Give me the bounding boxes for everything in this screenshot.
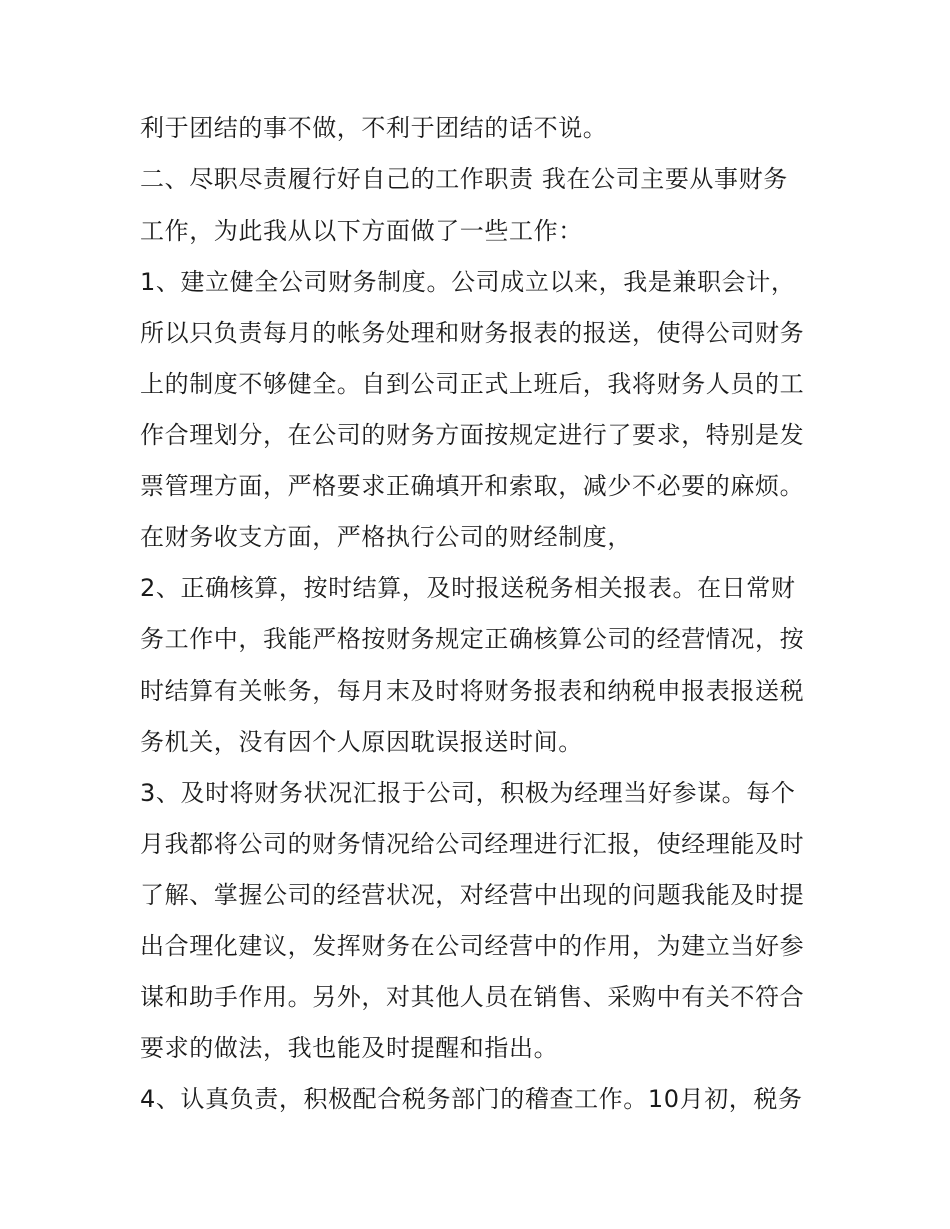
text-line: 在财务收支方面，严格执行公司的财经制度， [140,523,632,551]
text-line: 所以只负责每月的帐务处理和财务报表的报送，使得公司财务 [140,319,805,347]
text-line: 工作，为此我从以下方面做了一些工作： [140,217,583,245]
text-line: 1、建立健全公司财务制度。公司成立以来，我是兼职会计， [140,268,796,296]
text-line: 4、认真负责，积极配合税务部门的稽查工作。10月初，税务 [140,1085,803,1113]
text-line: 2、正确核算，按时结算，及时报送税务相关报表。在日常财 [140,574,796,602]
text-line: 了解、掌握公司的经营状况，对经营中出现的问题我能及时提 [140,881,805,909]
text-line: 谋和助手作用。另外，对其他人员在销售、采购中有关不符合 [140,983,805,1011]
text-line: 务工作中，我能严格按财务规定正确核算公司的经营情况，按 [140,625,805,653]
text-line: 务机关，没有因个人原因耽误报送时间。 [140,728,583,756]
text-line: 作合理划分，在公司的财务方面按规定进行了要求，特别是发 [140,421,805,449]
text-line: 时结算有关帐务，每月末及时将财务报表和纳税申报表报送税 [140,677,805,705]
text-line: 二、尽职尽责履行好自己的工作职责 我在公司主要从事财务 [140,165,788,193]
text-line: 要求的做法，我也能及时提醒和指出。 [140,1034,559,1062]
text-line: 票管理方面，严格要求正确填开和索取，减少不必要的麻烦。 [140,472,805,500]
text-line: 3、及时将财务状况汇报于公司，积极为经理当好参谋。每个 [140,779,796,807]
text-line: 月我都将公司的财务情况给公司经理进行汇报，使经理能及时 [140,830,805,858]
text-line: 上的制度不够健全。自到公司正式上班后，我将财务人员的工 [140,370,805,398]
text-line: 利于团结的事不做，不利于团结的话不说。 [140,114,608,142]
text-line: 出合理化建议，发挥财务在公司经营中的作用，为建立当好参 [140,932,805,960]
